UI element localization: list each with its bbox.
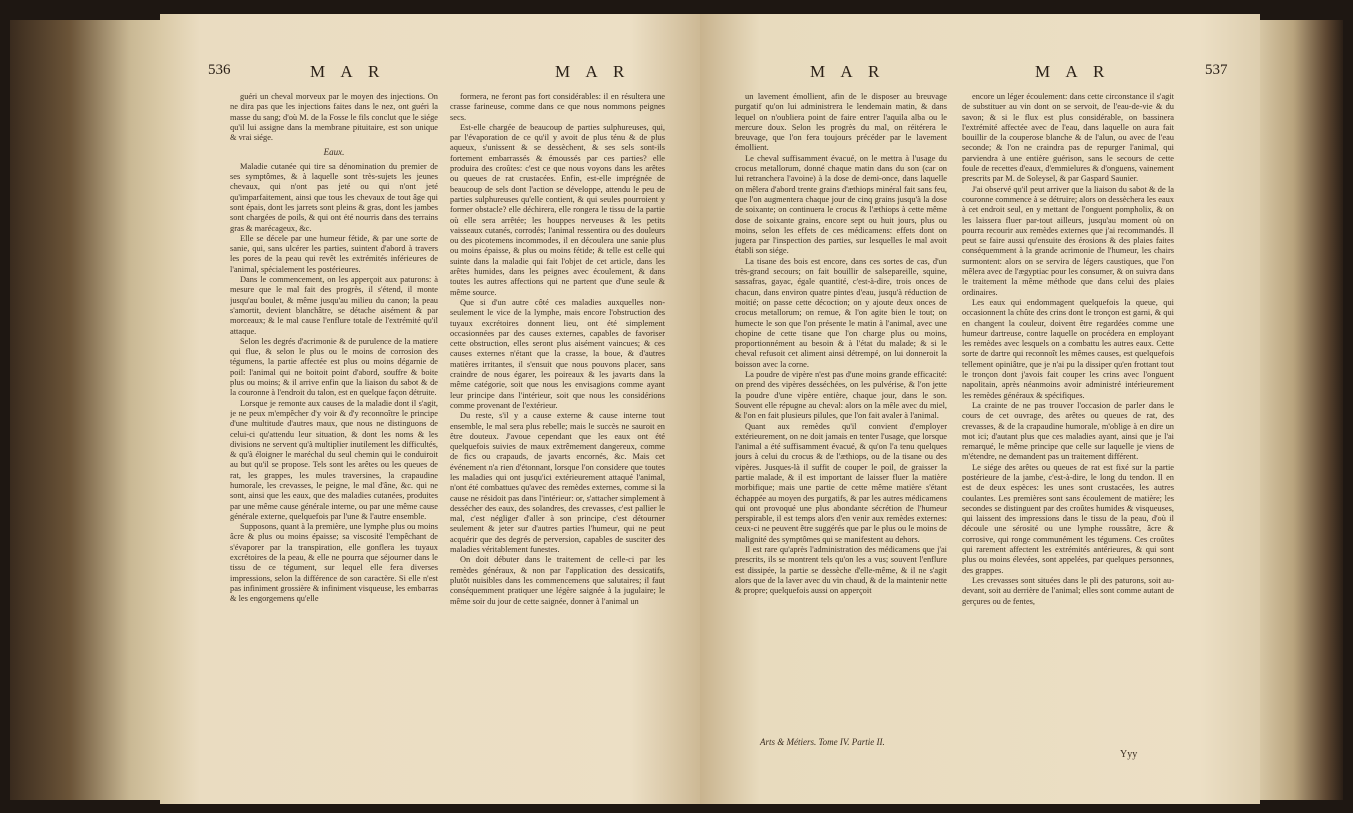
- paragraph: Elle se décele par une humeur fétide, & par une sorte de sanie, qui, sans ulcérer les parties, suintent d'abord à travers les pores de la peau qui revêt les extrémités inférieures de l'animal, spécialement les postérieures.: [230, 233, 438, 274]
- running-head-left-b: M A R: [555, 62, 631, 81]
- paragraph: Est-elle chargée de beaucoup de parties sulphureuses, qui, par l'évaporation de ce qu'il y avoit de plus ténu & de plus aqueux, s'unissent & se dessèchent, & ses sels sont-ils fortement embarrassés & émoussés par ces parties? elle produira des croûtes: c'est ce que nous voyons dans les arêtes ou queues de rat crustacées. Enfin, est-elle imprégnée de beaucoup de sels dont l'action se développe, attendu le peu de parties sulphureuses qu'elle contient, & qui seules pourroient y former obstacle? elle déchirera, elle rongera le tissu de la partie où elle sera arrêtée; les houppes nerveuses & les petits vaisseaux cutanés, corrodés; l'animal ressentira ou des douleurs ou des picotemens incommodes, il en découlera une sanie plus ou moins épaisse, & plus ou moins fétide; & telle est celle qui suinte dans la maladie qui fait l'objet de cet article, dans les arêtes humides, dans les peignes avec écoulement, & dans toutes les autres affections qui ne partent que d'une seule & même source.: [450, 122, 665, 297]
- paragraph: La poudre de vipère n'est pas d'une moins grande efficacité: on prend des vipères desséchées, on les pulvérise, & l'on jette la poudre d'une vipère entière, chaque jour, dans le son. Souvent elle répugne au cheval: alors on la mêle avec du miel, & l'on en fait plusieurs pilules, que l'on fait avaler à l'animal.: [735, 370, 947, 421]
- paragraph: Le siége des arêtes ou queues de rat est fixé sur la partie postérieure de la jambe, c'est-à-dire, le long du tendon. Il en est de deux espèces: les unes sont crustacées, les autres coulantes. Les premières sont sans écoulement de matière; les secondes se distinguent par des croûtes humides & visqueuses, qui laissent des impressions dans le tissu de la peau, d'où il découle une sérosité ou une lymphe roussâtre, âcre & corrosive, qui ronge communément les tégumens. Ces croûtes qui rarement affectent les extrémités antérieures, & qui sont plus ou moins élevées, sont appelées, par quelques personnes, des grappes.: [962, 462, 1174, 575]
- right-page-edges: [1260, 20, 1343, 800]
- left-page: [160, 14, 700, 804]
- left-column-2: [450, 92, 665, 787]
- paragraph: Du reste, s'il y a cause externe & cause interne tout ensemble, le mal sera plus rebelle; mais le succès ne sauroit en être douteux. J'avoue cependant que les eaux ont été quelquefois suivies de maux extrêmement dangereux, comme de fics ou crapauds, de javarts encornés, &c. Mais cet événement n'a rien d'étonnant, lorsque l'on considere que toutes les maladies qui ont jusqu'ici extérieurement attaqué l'animal, n'ont été combattues qu'avec des remèdes externes, comme si la cause ne résidoit pas dans l'intérieur: or, s'attacher simplement à dessécher des eaux, des solandres, des crevasses, c'est pallier le mal, c'est négliger d'aller à son principe, c'est détourner seulement & jeter sur d'autres parties l'humeur, qui ne peut acquérir que des degrés de perversion, capables de susciter des maladies véritablement funestes.: [450, 411, 665, 555]
- paragraph: J'ai observé qu'il peut arriver que la liaison du sabot & de la couronne commence à se détruire; alors on dessèchera les eaux à cet endroit seul, en y mettant de l'onguent pompholix, & on les laissera fluer par-tout ailleurs, jusqu'au moment où on pourra recourir aux remèdes externes que j'ai recommandés. Il peut se faire aussi qu'ensuite des érosions & des plaies faites conséquemment à la grande acrimonie de l'humeur, les chairs surmontent: alors on se servira de légers caustiques, que l'on mêlera avec de l'ægyptiac pour les consumer, & on suivra dans le traitement la même méthode que dans celui des plaies ordinaires.: [962, 184, 1174, 297]
- paragraph: Les crevasses sont situées dans le pli des paturons, soit au-devant, soit au derrière de l'animal; elles sont comme autant de gerçures ou de fentes,: [962, 575, 1174, 606]
- paragraph: On doit débuter dans le traitement de celle-ci par les remèdes généraux, & non par l'application des dessicatifs, plutôt nuisibles dans les commencemens que salutaires; il faut conséquemment pratiquer une légère saignée à la jugulaire; le même soir du jour de cette saignée, donner à l'animal un: [450, 555, 665, 606]
- page-number-left: 536: [208, 62, 231, 78]
- paragraph: Le cheval suffisamment évacué, on le mettra à l'usage du crocus metallorum, donné chaque matin dans du son (car on lui retranchera l'avoine) à la dose de demi-once, dans laquelle on mêlera d'abord trente grains d'æthiops minéral fait sans feu, que l'on augmentera chaque jour de cinq grains jusqu'à la dose de soixante; on continuera le crocus & l'æthiops à cette même dose de soixante grains, encore sept ou huit jours, plus ou moins, selon les effets de ces médicamens: effets dont on jugera par l'inspection des parties, sur lesquelles le mal avoit établi son siége.: [735, 153, 947, 256]
- left-column-1: [230, 92, 438, 787]
- page-number-right: 537: [1205, 62, 1228, 78]
- paragraph: Selon les degrés d'acrimonie & de purulence de la matiere qui flue, & selon le plus ou le moins de corrosion des tégumens, la partie affectée est plus ou moins dégarnie de poil: l'animal qui ne boitoit point d'abord, souffre & boite plus ou moins; & il arrive enfin que la liaison du sabot & de la couronne à l'endroit du talon, est en quelque façon détruite.: [230, 336, 438, 398]
- left-page-edges: [10, 20, 160, 800]
- paragraph: Lorsque je remonte aux causes de la maladie dont il s'agit, je ne peux m'empêcher d'y voir & d'y reconnoître le principe d'une multitude d'autres maux, que nous ne distinguons de celui-ci qu'attendu leur situation, & dont les noms & les divisions ne servent qu'à multiplier inutilement les difficultés, & qu'à éloigner le maréchal du seul chemin qui le conduiroit au but qu'il se propose. Tels sont les arêtes ou les queues de rat, les grappes, les mules traversines, la crapaudine humorale, les crevasses, le peigne, le mal d'âne, &c. qui ne sont, ainsi que les eaux, que des maladies cutanées, produites par une même cause générale interne, ou par une même cause générale externe, quelquefois par l'une & l'autre ensemble.: [230, 398, 438, 521]
- right-page: [700, 14, 1260, 804]
- paragraph: La tisane des bois est encore, dans ces sortes de cas, d'un très-grand secours; on fait bouillir de salsepareille, squine, sassafras, gayac, égale quantité, c'est-à-dire, trois onces de chacun, dans environ quatre pintes d'eau, jusqu'à réduction de moitié; on passe cette décoction; on y ajoute deux onces de crocus metallorum; on remue, & l'on agite bien le tout; on humecte le son que l'on présente le matin à l'animal, avec une chopine de cette tisane que l'on charge plus ou moins, proportionnément au besoin & à l'état du malade; & si le cheval refusoit cet aliment ainsi détrempé, on lui donneroit la boisson avec la corne.: [735, 256, 947, 369]
- paragraph: Les eaux qui endommagent quelquefois la queue, qui occasionnent la chûte des crins dont le tronçon est garni, & qui en changent la couleur, doivent être regardées comme une humeur dartreuse, contre laquelle on procédera en employant les remèdes avec lesquels on a combattu les autres eaux. Cette sorte de dartre qui reconnoît les mêmes causes, est quelquefois tellement opiniâtre, que je n'ai pu la dissiper qu'en frottant tout le tronçon dont j'avois fait couper les crins avec l'onguent napolitain, après néanmoins avoir administré intérieurement les remèdes généraux & spécifiques.: [962, 297, 1174, 400]
- right-column-2: [962, 92, 1174, 742]
- book-spread: [10, 14, 1343, 804]
- paragraph: Que si d'un autre côté ces maladies auxquelles non-seulement le vice de la lymphe, mais encore l'obstruction des tuyaux excrétoires donnent lieu, ont été simplement occasionnées par des causes externes, capables de favoriser cette obstruction, elles seront plus aisément vaincues; & ces causes externes n'étant que la crasse, la boue, & d'autres matières irritantes, il s'ensuit que nous pouvons placer, sans craindre de nous égarer, les poireaux & les javarts dans la même catégorie, soit que nous les envisagions comme ayant leur principe dans l'intérieur, soit que nous les considérions comme provenant de l'extérieur.: [450, 297, 665, 410]
- paragraph: formera, ne feront pas fort considérables: il en résultera une crasse farineuse, comme dans ce que nous nommons peignes secs.: [450, 92, 665, 122]
- right-column-1: [735, 92, 947, 732]
- paragraph: Quant aux remèdes qu'il convient d'employer extérieurement, on ne doit jamais en tenter l'usage, que lorsque l'animal a été suffisamment évacué, & qu'on l'a tenu quelques jours à celui du crocus & de l'æthiops, ou de la tisane ou des vipères. Jusques-là il suffit de couper le poil, de graisser la partie malade, & il est important de laisser fluer la matière morbifique; mais une partie de cette même matière s'étant échappée au moyen des purgatifs, & par les autres médicamens qui ont provoqué une plus abondante sécrétion de l'humeur perspirable, il est temps alors d'en venir aux remèdes externes: ceux-ci ne peuvent être suggérés que par le plus ou le moins de malignité des symptômes qui se manifestent au dehors.: [735, 421, 947, 544]
- footer-title: Arts & Métiers. Tome IV. Partie II.: [760, 737, 885, 747]
- running-head-right-a: M A R: [810, 62, 886, 81]
- running-head-right-b: M A R: [1035, 62, 1111, 81]
- paragraph: Maladie cutanée qui tire sa dénomination du premier de ses symptômes, & à laquelle sont très-sujets les jeunes chevaux, qui n'ont pas jeté ou qui n'ont jeté qu'imparfaitement, ainsi que tous les chevaux de tout âge qui sont épais, dont les jarrets sont pleins & gras, dont les jambes sont chargées de poils, & qui ont été nourris dans des terrains gras & marécageux, &c.: [230, 161, 438, 233]
- signature-mark: Yyy: [1120, 749, 1138, 760]
- paragraph: Dans le commencement, on les apperçoit aux paturons: à mesure que le mal fait des progrès, il s'étend, il monte jusqu'au boulet, & même jusqu'au milieu du canon; la peau s'amortit, devient blanchâtre, se détache aisément & par morceaux; & le mal cause l'enflure totale de l'extrémité qu'il attaque.: [230, 275, 438, 336]
- paragraph: Supposons, quant à la première, une lymphe plus ou moins âcre & plus ou moins épaisse; sa viscosité l'empêchant de s'évaporer par la transpiration, elle gonflera les tuyaux excrétoires de la peau, & elle ne pourra que séjourner dans le tissu de ce tégument, sur lequel elle fera diverses impressions, selon la différence de son caractère. Si elle n'est pas infiniment grossière & infiniment visqueuse, les embarras & les engorgemens qu'elle: [230, 522, 438, 604]
- paragraph: La crainte de ne pas trouver l'occasion de parler dans le cours de cet ouvrage, des arêtes ou queues de rat, des crevasses, & de la crapaudine humorale, m'oblige à en dire un mot ici; d'autant plus que ces maladies ayant, ainsi que je l'ai remarqué, le même principe que celle sur laquelle je viens de m'étendre, ne demandent pas un traitement différent.: [962, 400, 1174, 462]
- paragraph: un lavement émollient, afin de le disposer au breuvage purgatif qu'on lui administrera le lendemain matin, & dans lequel on n'oubliera point de faire entrer l'aquila alba ou le mercure doux. Selon les progrès du mal, on réitérera le breuvage, que l'on fera toujours précéder par le lavement émollient.: [735, 92, 947, 153]
- section-heading: Eaux.: [323, 147, 345, 158]
- paragraph: guéri un cheval morveux par le moyen des injections. On ne dira pas que les injections faites dans le nez, ont guéri la masse du sang; d'où M. de la Fosse le fils conclut que le siége qu'il lui assigne dans la membrane pituitaire, est son unique & vrai siége.: [230, 92, 438, 143]
- paragraph: Il est rare qu'après l'administration des médicamens que j'ai prescrits, ils se montrent tels qu'on les a vus; souvent l'enflure est dissipée, la partie se dessèche d'elle-même, & il ne s'agit alors que de la laver avec du vin chaud, & de la maintenir nette & propre; quelquefois aussi on apperçoit: [735, 545, 947, 596]
- running-head-left-a: M A R: [310, 62, 386, 81]
- paragraph: encore un léger écoulement: dans cette circonstance il s'agit de substituer au vin dont on se servoit, de l'eau-de-vie & du savon; & si le flux est plus considérable, on bassinera l'extrémité affectée avec de l'eau, dans laquelle on aura fait bouillir de la couperose blanche & de l'alun, ou avec de l'eau seconde; & l'on ne craindra pas de repurger l'animal, qui parviendra à une entière guérison, sans le secours de cette foule de recettes d'eaux, d'emmielures & d'onguens, vainement prescrits par M. de Soleysel, & par Gaspard Saunier.: [962, 92, 1174, 184]
